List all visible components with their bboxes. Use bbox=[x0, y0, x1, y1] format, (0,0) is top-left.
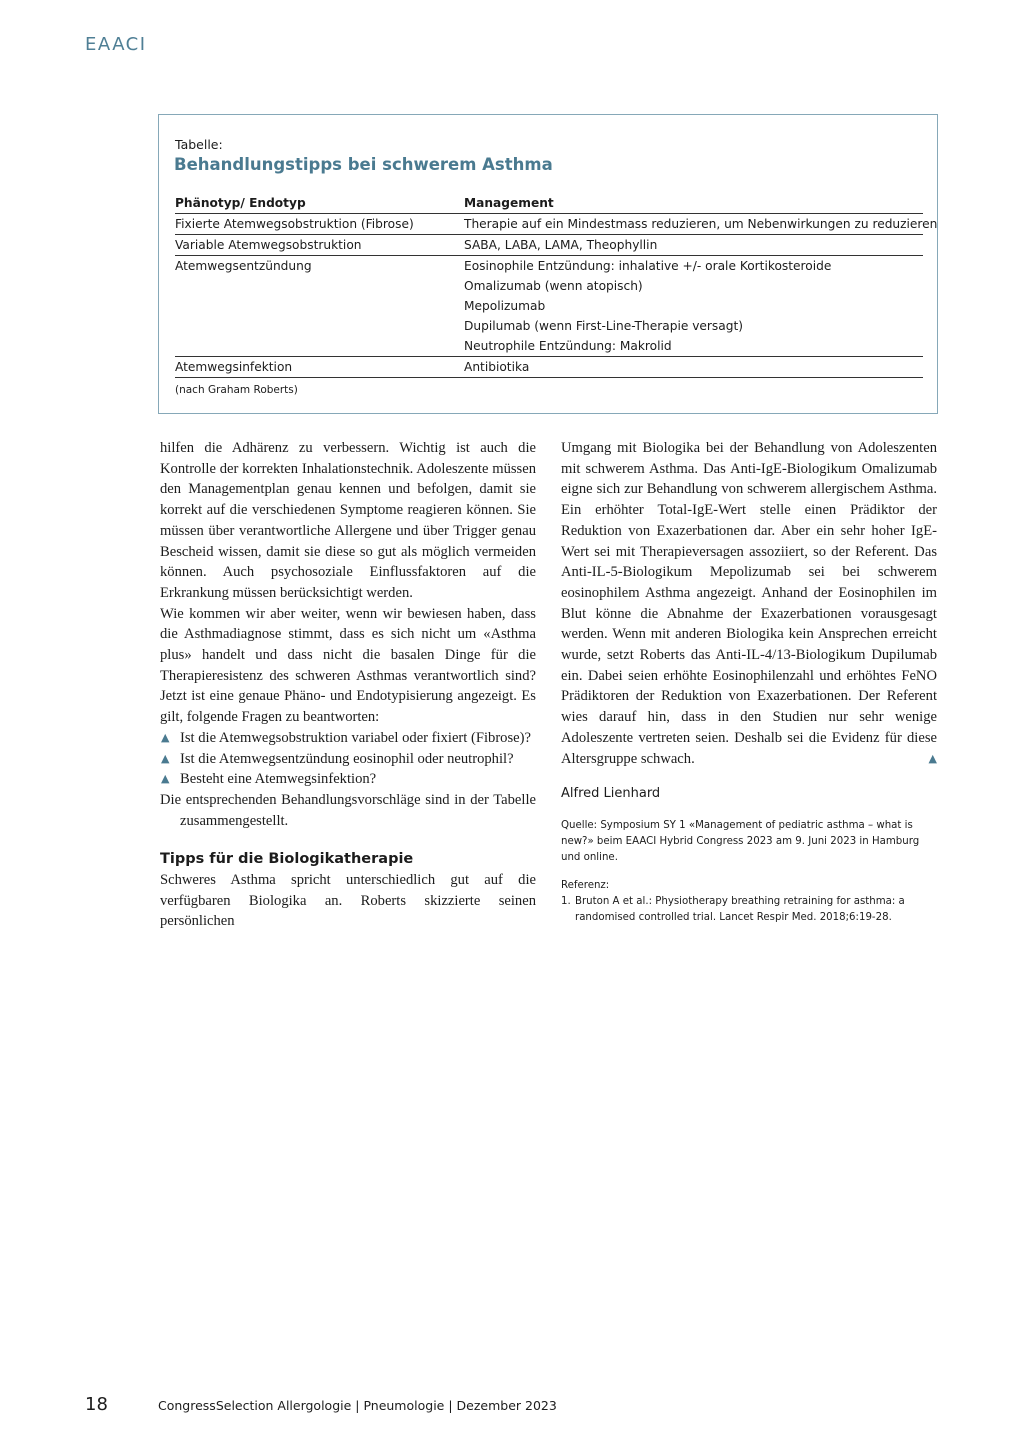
question-list-item bbox=[160, 728, 536, 749]
triangle-bullet-icon: ▲ bbox=[161, 730, 170, 744]
journal-brand: EAACI bbox=[85, 34, 147, 55]
end-of-article-icon: ▲ bbox=[928, 751, 937, 765]
column-header-phenotype: Phänotyp/ Endotyp bbox=[175, 196, 306, 210]
phenotype-cell: Atemwegsentzündung bbox=[175, 259, 312, 273]
body-paragraph: Schweres Asthma spricht unterschiedlich gut auf die verfügbaren Biologika an. Roberts skizzierte seinen persönlichen bbox=[160, 872, 536, 930]
question-list-item bbox=[160, 769, 536, 790]
left-text-column bbox=[160, 438, 536, 932]
management-cell: Omalizumab (wenn atopisch) bbox=[464, 279, 643, 293]
triangle-bullet-icon: ▲ bbox=[161, 751, 170, 765]
reference-text: Bruton A et al.: Physiotherapy breathing retraining for asthma: a randomised controlled trial. Lancet Respir Med. 2018;6:19-28. bbox=[575, 895, 905, 923]
management-cell: Eosinophile Entzündung: inhalative +/- orale Kortikosteroide bbox=[464, 259, 832, 273]
source-note: Quelle: Symposium SY 1 «Management of pediatric asthma – what is new?» beim EAACI Hybrid Congress 2023 am 9. Juni 2023 in Hamburg und online. bbox=[561, 819, 920, 863]
management-cell: Antibiotika bbox=[464, 360, 530, 374]
management-cell: Therapie auf ein Mindestmass reduzieren, um Nebenwirkungen zu reduzieren bbox=[464, 217, 938, 231]
publication-info: CongressSelection Allergologie | Pneumologie | Dezember 2023 bbox=[158, 1398, 557, 1413]
reference-item bbox=[561, 894, 937, 926]
management-cell: Neutrophile Entzündung: Makrolid bbox=[464, 339, 672, 353]
table-title: Behandlungstipps bei schwerem Asthma bbox=[174, 155, 553, 174]
reference-label: Referenz: bbox=[561, 879, 610, 891]
phenotype-cell: Fixierte Atemwegsobstruktion (Fibrose) bbox=[175, 217, 414, 231]
table-footnote: (nach Graham Roberts) bbox=[175, 384, 298, 396]
question-text: Ist die Atemwegsobstruktion variabel oder fixiert (Fibrose)? bbox=[180, 729, 531, 746]
page-number: 18 bbox=[85, 1394, 108, 1415]
author-name: Alfred Lienhard bbox=[561, 786, 661, 802]
table-row bbox=[175, 357, 923, 378]
question-list-item bbox=[160, 749, 536, 770]
table-header-row bbox=[175, 193, 923, 214]
body-paragraph: Wie kommen wir aber weiter, wenn wir bewiesen haben, dass die Asthmadiagnose stimmt, dass es sich nicht um «Asthma plus» handelt und dass nicht die basalen Dinge für die Therapieresistenz des schweren Asthmas verantwortlich sind? Jetzt ist eine genaue Phäno- und Endotypisierung angezeigt. Es gilt, folgende Fragen zu beantworten: bbox=[160, 605, 536, 726]
body-text: Umgang mit Biologika bei der Behandlung von Adoleszenten mit schwerem Asthma. Das Anti-IgE-Biologikum Omalizumab eigne sich zur Behandlung von schwerem allergischem Asthma. Ein erhöhter Total-IgE-Wert stelle einen Prädiktor der Reduktion von Exazerbationen dar. Aber ein sehr hoher IgE-Wert sei mit Therapieversagen assoziiert, so der Referent. Das Anti-IL-5-Biologikum Mepolizumab sei bei schwerem eosinophilem Asthma angezeigt. Anhand der Eosinophilen im Blut könne die Abnahme der Exazerbationen vorausgesagt werden. Wenn mit anderen Biologika kein Ansprechen erreicht wurde, setzt Roberts das Anti-IL-4/13-Biologikum Dupilumab ein. Dabei seien erhöhte Eosinophilenzahl und erhöhtes FeNO Prädiktoren der Reduktion von Exazerbationen. Der Referent wies darauf hin, dass in den Studien nur sehr wenige Adoleszente vertreten seien. Deshalb sei die Evidenz für diese Altersgruppe schwach. bbox=[561, 440, 937, 767]
management-cell: SABA, LABA, LAMA, Theophyllin bbox=[464, 238, 658, 252]
phenotype-cell: Atemwegsinfektion bbox=[175, 360, 293, 374]
table-label: Tabelle: bbox=[175, 137, 223, 152]
management-cell: Dupilumab (wenn First-Line-Therapie versagt) bbox=[464, 319, 744, 333]
treatment-table bbox=[175, 193, 938, 378]
management-cell: Mepolizumab bbox=[464, 299, 546, 313]
body-paragraph: Die entsprechenden Behandlungsvorschläge sind in der Tabelle zusammengestellt. bbox=[160, 791, 536, 829]
table-row bbox=[175, 214, 938, 235]
phenotype-cell: Variable Atemwegsobstruktion bbox=[175, 238, 362, 252]
body-paragraph: hilfen die Adhärenz zu verbessern. Wichtig ist auch die Kontrolle der korrekten Inhalationstechnik. Adoleszente müssen den Managementplan genau kennen und befolgen, damit sie korrekt auf die verschiedenen Symptome reagieren können. Sie müssen über verantwortliche Allergene und über Trigger genau Bescheid wissen, damit sie diese so gut als möglich vermeiden können. Auch psychosoziale Einflussfaktoren auf die Erkrankung müssen berücksichtigt werden. bbox=[160, 440, 536, 601]
right-text-column bbox=[561, 438, 937, 926]
column-header-management: Management bbox=[464, 196, 554, 210]
table-row bbox=[175, 256, 923, 357]
body-paragraph bbox=[561, 438, 937, 769]
reference-number: 1. bbox=[561, 895, 571, 907]
question-text: Besteht eine Atemwegsinfektion? bbox=[180, 771, 377, 788]
question-text: Ist die Atemwegsentzündung eosinophil oder neutrophil? bbox=[180, 750, 514, 767]
table-row bbox=[175, 235, 923, 256]
treatment-table-box bbox=[158, 114, 938, 414]
section-heading: Tipps für die Biologikatherapie bbox=[160, 851, 414, 868]
triangle-bullet-icon: ▲ bbox=[161, 772, 170, 786]
